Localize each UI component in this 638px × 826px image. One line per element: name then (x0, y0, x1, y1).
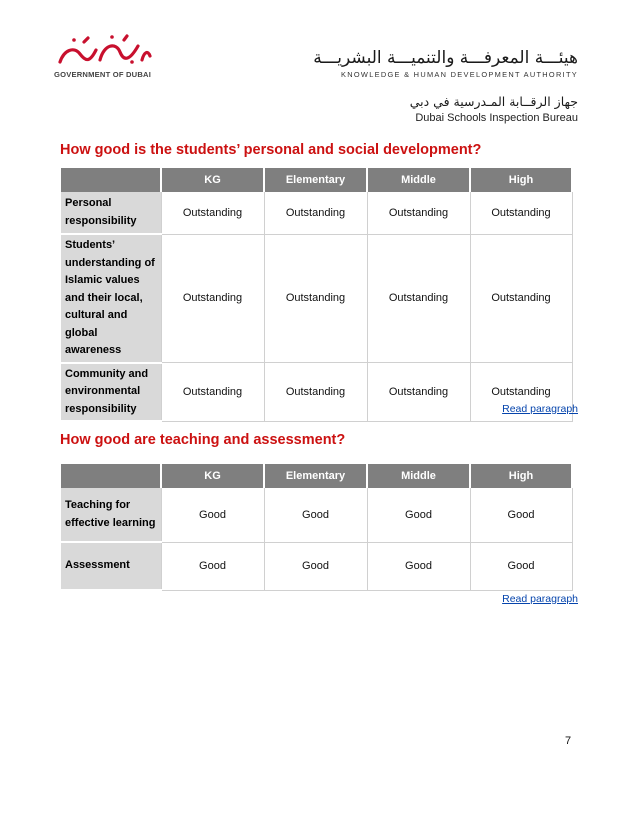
dubai-calligraphy-icon (54, 32, 154, 68)
header-blank-cell (61, 464, 161, 488)
section-title-personal-development: How good is the students’ personal and social development? (60, 142, 482, 158)
khda-logo (313, 48, 578, 79)
dsib-english-name: Dubai Schools Inspection Bureau (415, 112, 578, 124)
rating-cell: Outstanding (161, 192, 264, 234)
header-blank-cell (61, 168, 161, 192)
rating-cell: Outstanding (161, 363, 264, 422)
rating-cell: Outstanding (470, 363, 572, 422)
table-row (61, 192, 572, 234)
column-header: High (470, 464, 572, 488)
government-of-dubai-text: GOVERNMENT OF DUBAI (54, 70, 152, 79)
table-row (61, 363, 572, 422)
rating-cell: Good (367, 542, 470, 590)
page-header (0, 0, 638, 140)
rating-cell: Good (161, 488, 264, 542)
table-row (61, 488, 572, 542)
rating-cell: Outstanding (264, 234, 367, 363)
column-header: High (470, 168, 572, 192)
rating-cell: Outstanding (367, 234, 470, 363)
rating-cell: Outstanding (367, 363, 470, 422)
government-of-dubai-logo (54, 32, 154, 79)
dsib-logo (410, 94, 578, 124)
column-header: KG (161, 464, 264, 488)
section-title-teaching-assessment: How good are teaching and assessment? (60, 432, 346, 448)
rating-cell: Outstanding (264, 192, 367, 234)
rating-cell: Good (161, 542, 264, 590)
rating-cell: Outstanding (470, 192, 572, 234)
rating-cell: Good (470, 542, 572, 590)
rating-cell: Outstanding (367, 192, 470, 234)
rating-cell: Good (470, 488, 572, 542)
read-paragraph-link[interactable]: Read paragraph (502, 403, 578, 415)
rating-cell: Outstanding (470, 234, 572, 363)
column-header: Middle (367, 464, 470, 488)
row-label: Teaching for effective learning (61, 488, 161, 542)
table-header-row (61, 168, 572, 192)
column-header: Elementary (264, 464, 367, 488)
table-row (61, 234, 572, 363)
column-header: Middle (367, 168, 470, 192)
column-header: Elementary (264, 168, 367, 192)
table-row (61, 542, 572, 590)
row-label: Assessment (61, 542, 161, 590)
column-header: KG (161, 168, 264, 192)
khda-english-name: KNOWLEDGE & HUMAN DEVELOPMENT AUTHORITY (341, 70, 578, 79)
rating-cell: Good (367, 488, 470, 542)
page-number: 7 (565, 735, 572, 747)
read-paragraph-link[interactable]: Read paragraph (502, 593, 578, 605)
khda-arabic-name: هيئـــة المعرفـــة والتنميـــة البشريـــة (313, 48, 578, 68)
dsib-arabic-name: جهاز الرقــابة المـدرسية في دبي (409, 94, 578, 109)
row-label: Personal responsibility (61, 192, 161, 234)
row-label: Students’ understanding of Islamic values and their local, cultural and global awareness (61, 234, 161, 363)
rating-cell: Outstanding (161, 234, 264, 363)
table-header-row (61, 464, 572, 488)
rating-cell: Good (264, 488, 367, 542)
personal-development-table (61, 168, 573, 422)
rating-cell: Outstanding (264, 363, 367, 422)
teaching-assessment-table (61, 464, 573, 591)
rating-cell: Good (264, 542, 367, 590)
row-label: Community and environmental responsibility (61, 363, 161, 422)
